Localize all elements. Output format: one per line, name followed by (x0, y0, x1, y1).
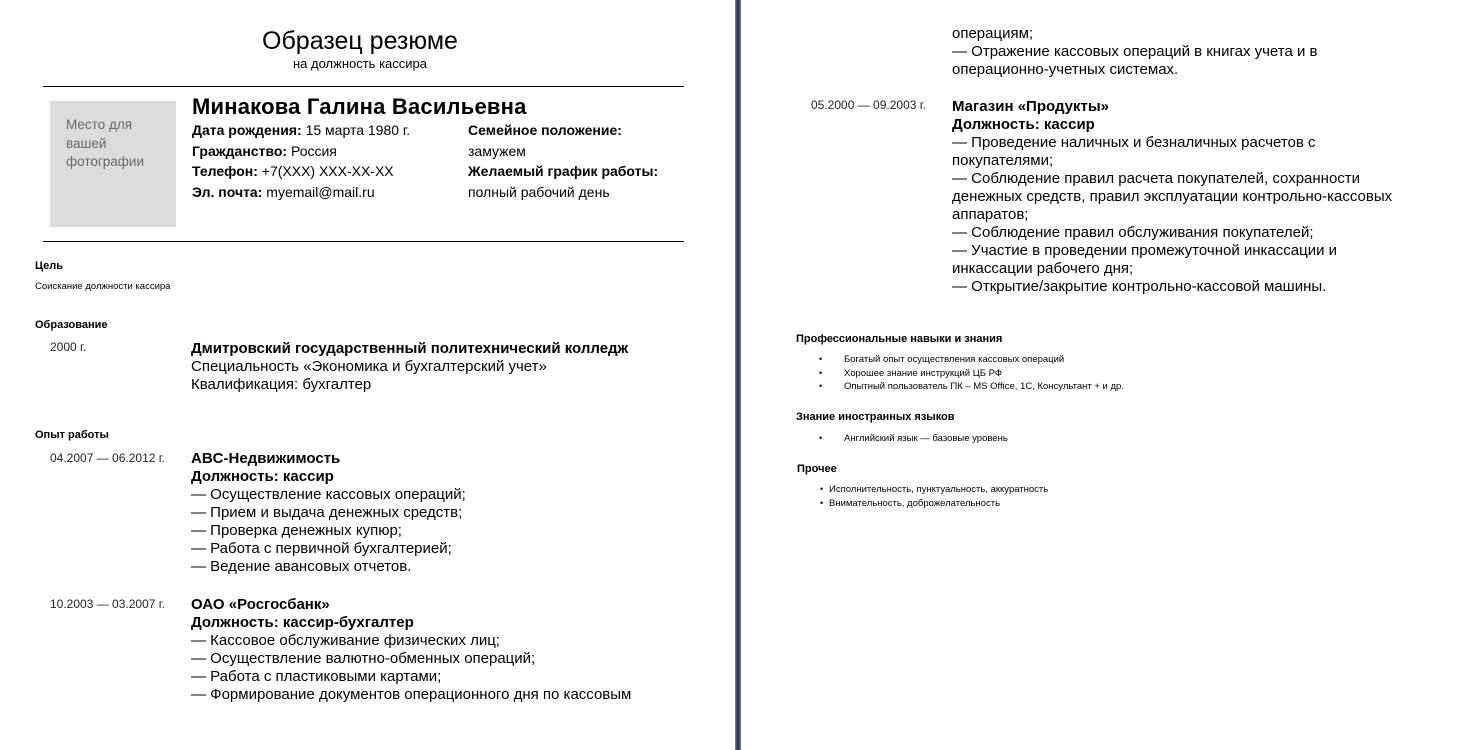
skills-heading: Профессиональные навыки и знания (796, 333, 1003, 345)
other-heading: Прочее (797, 463, 837, 475)
marital-label: Семейное положение: (468, 122, 622, 138)
job-3 (952, 98, 1392, 296)
job-2-duty: — Работа с пластиковыми картами; (191, 668, 442, 685)
job-1-duty: — Прием и выдача денежных средств; (191, 504, 463, 521)
resume-title: Образец резюме (262, 27, 458, 55)
job-2-duty-cont: операциям; (952, 25, 1034, 42)
resume-subtitle: на должность кассира (292, 56, 427, 71)
birth-label: Дата рождения: (192, 122, 302, 138)
job-3-duty: — Участие в проведении промежуточной инкассации и (952, 242, 1338, 259)
job-2-duty: — Осуществление валютно-обменных операций; (191, 650, 536, 667)
experience-heading: Опыт работы (35, 429, 109, 441)
education-specialty: Специальность «Экономика и бухгалтерский учет» (191, 358, 547, 375)
marital-value: замужем (468, 142, 526, 159)
citizenship-label: Гражданство: (192, 142, 288, 159)
goal-heading: Цель (35, 260, 64, 272)
job-1-period: 04.2007 — 06.2012 г. (50, 451, 166, 465)
job-2-period: 10.2003 — 03.2007 г. (50, 597, 166, 611)
phone-label: Телефон: (192, 163, 258, 179)
skills-list (819, 353, 1124, 394)
job-3-duty: — Открытие/закрытие контрольно-кассовой машины. (952, 278, 1327, 295)
job-3-duty: инкассации рабочего дня; (952, 260, 1134, 277)
citizenship-row (192, 141, 410, 162)
schedule-value: полный рабочий день (468, 183, 610, 200)
education-qualification: Квалификация: бухгалтер (191, 376, 372, 393)
job-1-duty: — Ведение авансовых отчетов. (191, 558, 412, 575)
job-2-duty: — Кассовое обслуживание физических лиц; (191, 632, 500, 649)
page-2 (741, 0, 1474, 750)
list-item: • Исполнительность, пунктуальность, аккуратность (820, 484, 1049, 495)
schedule-label: Желаемый график работы: (468, 163, 659, 179)
other-list (820, 483, 1049, 510)
list-item: • Опытный пользователь ПК – MS Office, 1С, Консультант + и др. (819, 381, 1124, 392)
photo-placeholder (50, 101, 176, 227)
education-details (191, 340, 628, 394)
job-2-duty-cont: операционно-учетных системах. (952, 61, 1179, 78)
job-3-duty: — Соблюдение правил расчета покупателей, сохранности (952, 170, 1361, 187)
birth-value: 15 марта 1980 г. (305, 122, 411, 138)
education-heading: Образование (35, 319, 108, 331)
job-3-duty: аппаратов; (952, 206, 1029, 223)
phone-value: +7(XXX) XXX-XX-XX (261, 163, 394, 179)
job-3-duty: — Проведение наличных и безналичных расчетов с (952, 134, 1316, 151)
birth-row (192, 120, 410, 141)
languages-list (819, 432, 1008, 446)
job-2 (191, 596, 631, 704)
email-row (192, 182, 410, 203)
candidate-name: Минакова Галина Васильевна (192, 94, 527, 119)
job-2-continued (952, 25, 1318, 79)
job-1-duty: — Проверка денежных купюр; (191, 522, 402, 539)
languages-heading: Знание иностранных языков (796, 411, 955, 423)
goal-text: Соискание должности кассира (35, 281, 171, 292)
email-label: Эл. почта: (192, 183, 263, 200)
list-item: • Внимательность, доброжелательность (820, 497, 1001, 509)
job-1 (191, 450, 466, 576)
job-2-duty: — Формирование документов операционного дня по кассовым (191, 686, 632, 703)
page-1 (0, 0, 735, 750)
citizenship-value: Россия (290, 142, 337, 159)
job-1-company: ABC-Недвижимость (191, 450, 341, 467)
email-value: myemail@mail.ru (266, 183, 375, 200)
personal-info-left (192, 120, 410, 202)
job-2-duty-cont: — Отражение кассовых операций в книгах учета и в (952, 43, 1318, 60)
photo-placeholder-text: Место для вашей фотографии (66, 117, 144, 169)
job-2-company: ОАО «Росгосбанк» (191, 596, 330, 613)
list-item: • Хорошее знание инструкций ЦБ РФ (819, 367, 1003, 379)
phone-row (192, 161, 410, 182)
list-item: • Богатый опыт осуществления кассовых операций (819, 354, 1065, 365)
list-item: • Английский язык — базовые уровень (819, 433, 1008, 444)
education-year: 2000 г. (50, 340, 87, 354)
job-2-position: Должность: кассир-бухгалтер (191, 614, 414, 631)
job-1-position: Должность: кассир (191, 468, 334, 485)
header-divider-top (43, 86, 684, 87)
job-3-company: Магазин «Продукты» (952, 98, 1110, 115)
job-3-duty: покупателями; (952, 152, 1054, 169)
personal-info-right (468, 120, 658, 202)
job-3-duty: денежных средств, правил эксплуатации контрольно-кассовых (952, 188, 1393, 205)
job-3-position: Должность: кассир (952, 116, 1095, 133)
job-3-period: 05.2000 — 09.2003 г. (811, 98, 927, 112)
job-1-duty: — Работа с первичной бухгалтерией; (191, 540, 452, 557)
education-institution: Дмитровский государственный политехнический колледж (191, 340, 629, 357)
job-1-duty: — Осуществление кассовых операций; (191, 486, 466, 503)
job-3-duty: — Соблюдение правил обслуживания покупателей; (952, 224, 1314, 241)
header-divider-bottom (43, 241, 684, 242)
